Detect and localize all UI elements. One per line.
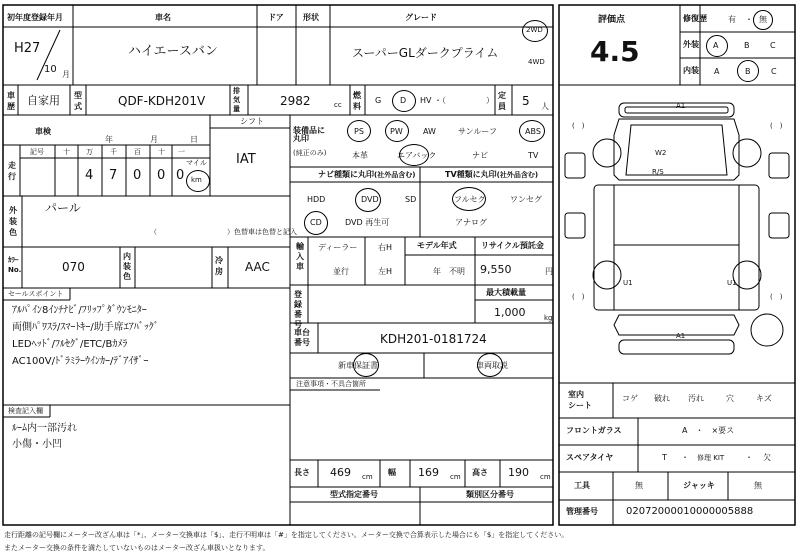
interior-color-label: 内 装 色 — [123, 252, 131, 281]
shift-label: シフト — [240, 117, 264, 126]
tools-label: 工具 — [574, 481, 590, 490]
glass-value: A ・ ×要ス — [682, 426, 735, 435]
import-rh: 右H — [378, 243, 393, 252]
equip-pw: PW — [390, 127, 403, 136]
capacity-unit: 人 — [541, 102, 549, 111]
navi-label: ナビ種類に丸印(社外品含む) — [318, 170, 416, 179]
width-label: 幅 — [388, 468, 396, 477]
interior-c: C — [771, 67, 777, 76]
sales-line-4: AC100V/ﾄﾞﾗﾐﾗｰｳｲﾝｶｰ/ﾃﾞｱｲｻﾞｰ — [12, 356, 149, 367]
equipment-sub: (純正のみ) — [293, 149, 327, 157]
mileage-unit-mile: マイル — [186, 159, 207, 167]
interior-label: 内装 — [683, 66, 699, 75]
mgmt-label: 管理番号 — [566, 507, 598, 516]
diagram-a1-bottom: A1 — [676, 332, 686, 340]
mileage-digit-label: 千 — [110, 148, 117, 156]
interior-b: B — [745, 67, 751, 76]
footer-line-1: 走行距離の記号欄にメーター改ざん車は「*」、メーター交換車は「$」、走行不明車は「#」を指定してください。メーター交換で合算表示した場合にも「$」を指定してください。 — [4, 531, 569, 539]
manual-book-circle — [477, 353, 503, 377]
exterior-label: 外装 — [683, 40, 699, 49]
car-name-label: 車名 — [155, 13, 171, 22]
diagram-mark-2: ( ) — [770, 122, 783, 130]
score-label: 評価点 — [598, 15, 626, 25]
spare-t: T — [662, 453, 667, 462]
displacement-value: 2982 — [280, 94, 311, 108]
import-parallel: 並行 — [333, 267, 349, 276]
width-value: 169 — [418, 466, 439, 479]
diagram-rs: R/S — [652, 168, 664, 176]
equip-ps: PS — [354, 127, 364, 136]
mileage-digit-label: 十 — [63, 148, 70, 156]
equip-sunroof: サンルーフ — [458, 127, 497, 136]
fuel-hv: HV ・（ ） — [420, 96, 495, 105]
chassis-value: KDH201-0181724 — [380, 332, 487, 346]
interior-circle — [737, 60, 759, 82]
body-history-label: 車 歴 — [7, 91, 15, 111]
tools-value: 無 — [635, 481, 643, 490]
mgmt-value: 02072000010000005888 — [626, 506, 754, 517]
width-unit: cm — [450, 473, 461, 481]
mileage-digit: 0 — [157, 168, 166, 183]
seat-item: 破れ — [654, 394, 670, 403]
mileage-digit-label: 百 — [134, 148, 141, 156]
sales-line-3: LEDﾍｯﾄﾞ/ﾌﾙｾｸﾞ/ETC/Bｶﾒﾗ — [12, 339, 128, 350]
jack-label: ジャッキ — [683, 481, 715, 490]
reg-month-unit: 月 — [62, 70, 70, 79]
seat-item: 汚れ — [688, 394, 704, 403]
tv-fullseg-circle — [452, 187, 486, 211]
exterior-c: C — [770, 41, 776, 50]
tv-oneseg: ワンセグ — [510, 195, 542, 204]
equip-abs: ABS — [525, 127, 541, 136]
diagram-a1-top: A1 — [676, 102, 686, 110]
diagram-u1-right: U1 — [727, 279, 737, 287]
inspection-label: 車検 — [35, 127, 51, 136]
seat-item: キズ — [756, 394, 772, 403]
recycle-unit: 円 — [545, 267, 553, 276]
manual-book: 車両取説 — [476, 361, 508, 370]
diagram-u1-left: U1 — [623, 279, 633, 287]
exterior-a: A — [713, 41, 719, 50]
navi-cd: CD — [310, 218, 322, 227]
height-value: 190 — [508, 466, 529, 479]
inspector-label: 検査記入欄 — [8, 407, 43, 415]
mileage-digit: 0 — [133, 168, 142, 183]
drive-2wd: 2WD — [526, 26, 543, 34]
height-unit: cm — [540, 473, 551, 481]
sales-label: セールスポイント — [8, 290, 64, 298]
equip-pw-circle — [385, 120, 409, 142]
maxload-label: 最大積載量 — [486, 288, 526, 297]
inspection-month: 月 — [150, 135, 158, 144]
capacity-value: 5 — [522, 94, 530, 108]
recycle-label: リサイクル預託金 — [481, 241, 544, 250]
equip-leather: 本革 — [352, 151, 368, 160]
inspection-year: 年 — [105, 135, 113, 144]
model-year-value: 年 不明 — [433, 267, 465, 276]
regno-label: 登 録 番 号 — [294, 290, 302, 329]
drive-4wd: 4WD — [528, 58, 545, 66]
model-year-label: モデル年式 — [417, 241, 457, 250]
shape-label: 形状 — [303, 13, 319, 22]
mileage-km-circle — [186, 170, 210, 192]
inspection-day: 日 — [190, 135, 198, 144]
color-note: （ ）色替車は色替と記入 — [150, 228, 297, 236]
grade-value: スーパーGLダークプライム — [352, 46, 499, 60]
equip-tv: TV — [528, 151, 539, 160]
warranty-book-circle — [353, 353, 379, 377]
recycle-value: 9,550 — [480, 263, 512, 276]
color-no-label: ｶﾗｰ No. — [8, 256, 22, 274]
interior-a: A — [714, 67, 720, 76]
diagram-mark-3: ( ) — [572, 293, 585, 301]
glass-label: フロントガラス — [566, 426, 622, 435]
length-unit: cm — [362, 473, 373, 481]
repair-circle — [753, 10, 773, 30]
mileage-unit-km: km — [191, 176, 202, 184]
import-lh: 左H — [378, 267, 393, 276]
exterior-circle — [706, 35, 728, 57]
spare-sep2: ・ — [745, 453, 753, 462]
mileage-digit: 7 — [109, 168, 118, 183]
mileage-digit-label: 一 — [178, 148, 185, 156]
body-history-value: 自家用 — [27, 94, 60, 107]
navi-sd: SD — [405, 195, 417, 204]
fuel-label: 燃 料 — [353, 91, 361, 111]
color-value: パール — [45, 201, 81, 215]
mileage-digit: 0 — [176, 168, 185, 183]
color-label: 外 装 色 — [9, 206, 17, 237]
sales-line-2: 両側ﾊﾟﾜｽﾗ/ｽﾏｰﾄｷｰ/助手席ｴｱﾊﾞｯｸﾞ — [12, 322, 159, 333]
seat-item: 穴 — [726, 394, 734, 403]
fuel-g: G — [375, 96, 382, 105]
reg-month: 10 — [44, 64, 57, 75]
displacement-label: 排 気 量 — [233, 87, 240, 113]
model-label: 型 式 — [74, 91, 82, 111]
length-value: 469 — [330, 466, 351, 479]
mileage-digit-label: 万 — [86, 148, 93, 156]
ac-value: AAC — [245, 260, 270, 274]
navi-dvd: DVD — [361, 195, 379, 204]
mileage-digit-label: 十 — [158, 148, 165, 156]
mileage-sub: 記号 — [30, 148, 44, 156]
spare-label: スペアタイヤ — [566, 453, 614, 462]
mileage-label: 走 行 — [8, 161, 16, 181]
notes-label: 注意事項・不具合箇所 — [296, 380, 366, 388]
grade-label: グレード — [405, 13, 437, 22]
tv-analog: アナログ — [455, 218, 487, 227]
diagram-mark-1: ( ) — [572, 122, 585, 130]
type-no-label: 型式指定番号 — [330, 490, 378, 499]
equipment-label: 装備品に 丸印 — [293, 126, 325, 143]
tv-label: TV種類に丸印(社外品含む) — [445, 170, 539, 179]
spare-kit: 修理 KIT — [697, 454, 725, 462]
exterior-b: B — [744, 41, 750, 50]
equip-airbag: エアバック — [397, 151, 437, 160]
footer-line-2: またメーター交換の条件を満たしていないものはメーター改ざん車扱いとなります。 — [4, 544, 270, 552]
warranty-book: 新車保証書 — [338, 361, 378, 370]
capacity-label: 定 員 — [498, 91, 506, 111]
model-value: QDF-KDH201V — [118, 94, 206, 108]
maxload-value: 1,000 — [494, 306, 526, 319]
import-label: 輸 入 車 — [296, 242, 304, 271]
length-label: 長さ — [294, 468, 310, 477]
sales-line-1: ｱﾙﾊﾟｲﾝ8ｲﾝﾁﾅﾋﾞ/ﾌﾘｯﾌﾟﾀﾞｳﾝﾓﾆﾀｰ — [12, 305, 147, 316]
equip-airbag-circle — [399, 144, 429, 166]
equip-ps-circle — [347, 120, 371, 142]
fuel-circle — [392, 90, 416, 112]
seat-label: 室内 シート — [568, 390, 592, 410]
equip-aw: AW — [423, 127, 436, 136]
repair-sep: ・ — [745, 15, 753, 24]
color-no-value: 070 — [62, 260, 85, 274]
door-label: ドア — [268, 13, 284, 22]
maxload-unit: kg — [544, 314, 553, 322]
equip-abs-circle — [519, 120, 545, 142]
spare-sep: ・ — [681, 453, 689, 462]
navi-cd-circle — [304, 211, 328, 235]
ac-label: 冷 房 — [215, 256, 223, 276]
chassis-label: 車台 番号 — [294, 328, 310, 347]
reg-year: H27 — [14, 41, 41, 56]
navi-dvdplay: DVD 再生可 — [345, 218, 390, 227]
tv-fullseg: フルセグ — [454, 195, 486, 204]
displacement-unit: cc — [334, 101, 342, 109]
diagram-w2: W2 — [655, 149, 667, 157]
repair-label: 修復歴 — [683, 14, 707, 23]
car-name-value: ハイエースバン — [128, 44, 218, 59]
inspector-line-1: ﾙｰﾑ内一部汚れ — [12, 423, 77, 434]
jack-value: 無 — [754, 481, 762, 490]
seat-item: コゲ — [622, 394, 638, 403]
shift-value: IAT — [236, 152, 256, 167]
repair-yes: 有 — [728, 15, 736, 24]
reg-date-label: 初年度登録年月 — [7, 13, 63, 22]
diagram-mark-4: ( ) — [770, 293, 783, 301]
navi-dvd-circle — [355, 188, 381, 212]
fuel-d: D — [400, 96, 407, 105]
inspector-line-2: 小傷・小凹 — [12, 439, 62, 450]
repair-no: 無 — [759, 15, 767, 24]
import-dealer: ディーラー — [318, 243, 358, 252]
score-value: 4.5 — [590, 35, 640, 68]
height-label: 高さ — [472, 468, 488, 477]
spare-none: 欠 — [763, 453, 771, 462]
class-no-label: 類別区分番号 — [466, 490, 514, 499]
mileage-digit: 4 — [85, 168, 94, 183]
equip-navi: ナビ — [472, 151, 488, 160]
navi-hdd: HDD — [307, 195, 326, 204]
